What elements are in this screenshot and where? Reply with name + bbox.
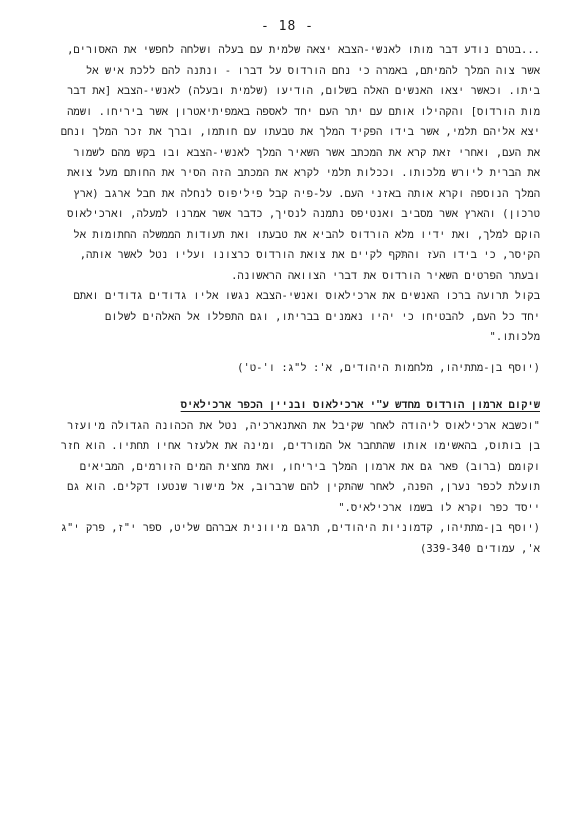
document-body bbox=[38, 40, 540, 559]
citation-antiquities: (יוסף בן-מתתיהו, קדמוניות היהודים, תרגם מיוונית אברהם שליט, ספר י"ז, פרק י"ג א', עמודים 339-340) bbox=[60, 522, 540, 555]
quote-paragraph-josephus-antiquities: "וכשבא ארכילאוס ליהודה לאחר שקיבל את האתנארכיה, נטל את הכהונה הגדולה מיועזר בן בותוס, בהאשימו אותו שהתחבר אל המורדים, ומינה את אלעזר אחיו תחתיו. הוא חזר וקומם (ברוב) פאר גם את ארמון המלך ביריחו, ואת מחצית המים הזורמים, המביאים תועלת לכפר נערן, הפנה, לאחר שהתקין להם שרברוב, אל מישור שנטעו דקלים. הוא גם ייסד כפר וקרא לו בשמו ארכילאיס." bbox=[60, 419, 540, 514]
page-number: - 18 - bbox=[261, 19, 314, 34]
section-heading: שיקום ארמון הורדוס מחדש ע"י ארכילאוס ובניין הכפר ארכילאיס bbox=[180, 399, 540, 411]
quote-paragraph-josephus-wars: ...בטרם נודע דבר מותו לאנשי-הצבא יצאה שלמית עם בעלה ושלחה לחפשי את האסורים, אשר צוה המלך להמיתם, באמרה כי נחם הורדוס על דברו - ונתנה להם ללכת איש אל ביתו. וכאשר יצאו האנשים האלה בשלום, הודיעו (שלמית ובעלה) לאנשי-הצבא [את דבר מות הורדוס] והקהילו אותם עם יתר העם יחד לאספה באמפיתיאטרון אשר ביריחו. ושמה יצא אליהם תלמי, אשר בידו הפקיד המלך את טבעתו עם חותמו, וברך את זכר המלך ונחם את העם, ואחרי זאת קרא את המכתב אשר השאיר המלך לאנשי-הצבא ובו בקש מהם לשמור את הברית ליורש מלכותו. וככלות תלמי לקרא את המכתב הזה הסיר את החותם מעל צואת המלך הנוספה וקרא אותה באזני העם. על-פיה קבל פיליפוס לנחלה את חבל ארגב (ארץ טרכון) והארץ אשר מסביב ואנטיפס נתמנה לנסיך, כדבר אשר אמרנו למעלה, וארכילאוס הוקם למלך, ואת ידיו מלא הורדוס להביא את טבעתו ואת תעודות הממשלה החתומות אל הקיסר, כי בידו העֹז והתֹּקף לקיים את צואת הורדוס כרצונו ועליו נטל לאשר אותה, ובעתר הפרטים השאיר הורדוס את דברי הצוואה הראשונה. בקול תרועה ברכו האנשים את ארכילאוס ואנשי-הצבא נגשו אליו גדודים גדודים ואתם יחד כל העם, להבטיחו כי יהיו נאמנים בבריתו, וגם התפללו אל האלהים לשלום מלכותו." bbox=[60, 44, 540, 343]
citation-wars: (יוסף בן-מתתיהו, מלחמות היהודים, א': ל"ג: ו'-ט') bbox=[237, 361, 540, 374]
